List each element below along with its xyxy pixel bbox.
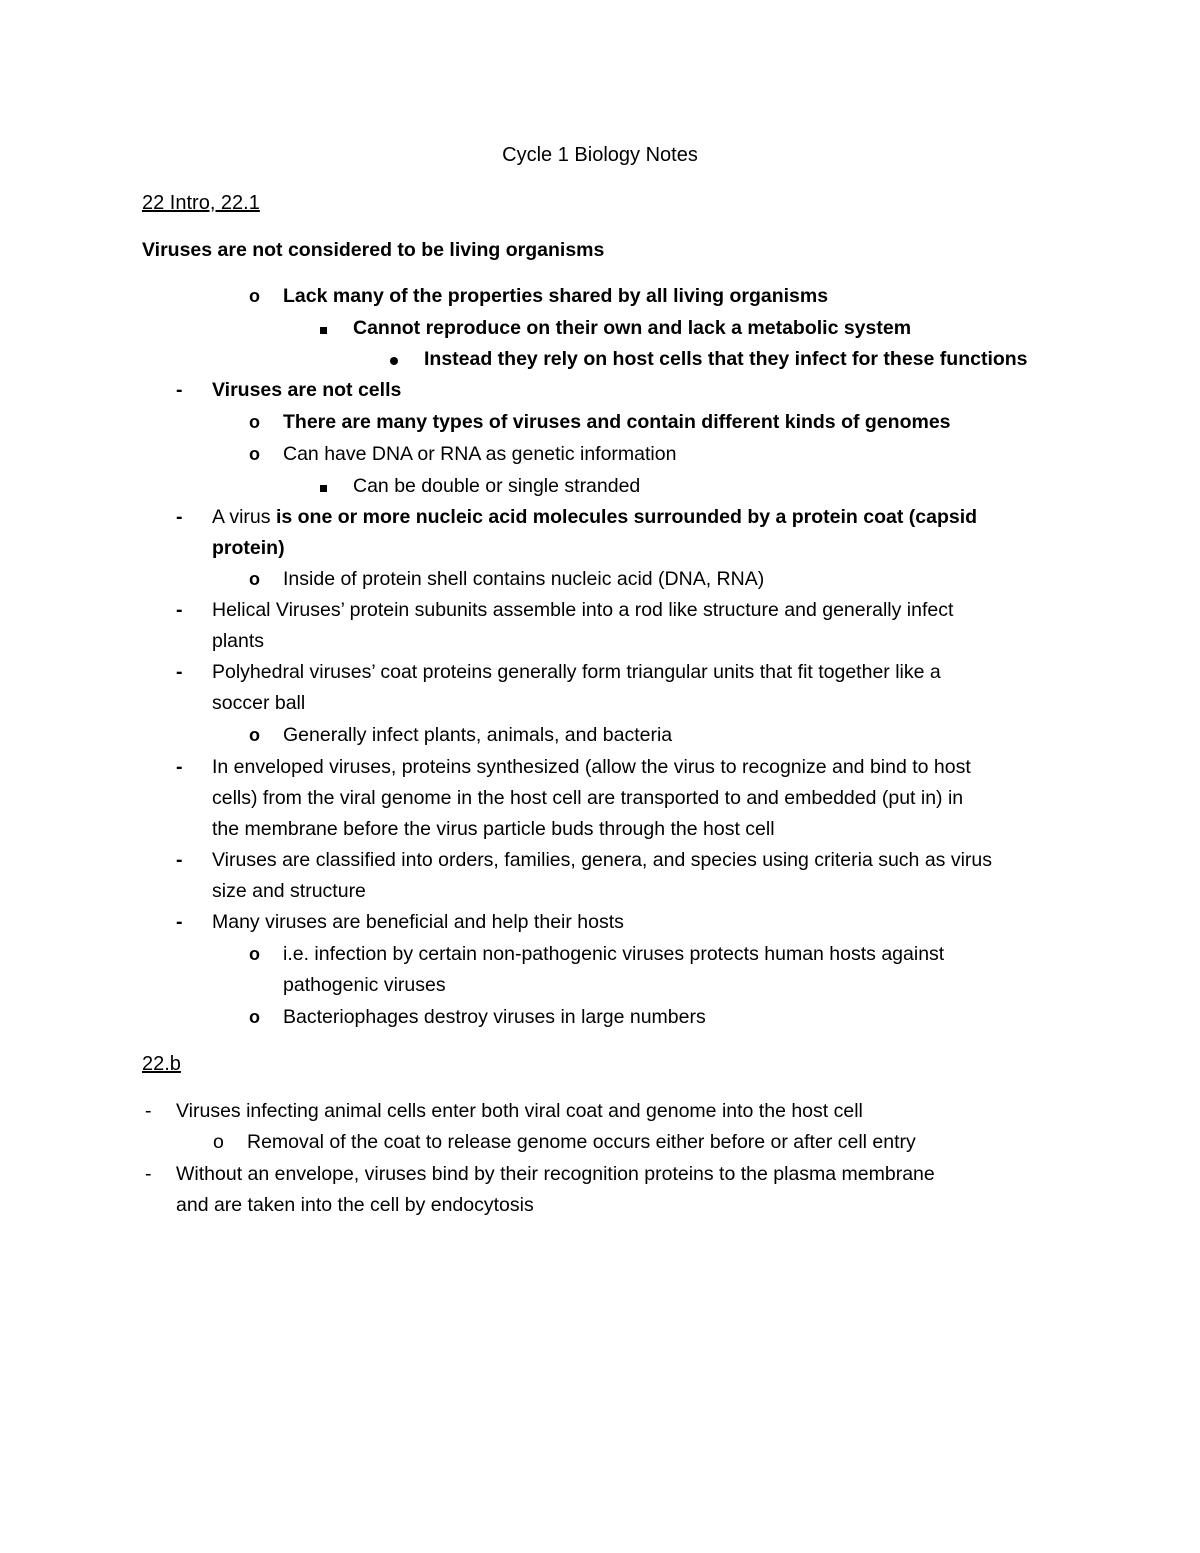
list-item: Viruses are not cells (212, 379, 402, 401)
list-item: Cannot reproduce on their own and lack a metabolic system (353, 317, 912, 339)
list-item: Helical Viruses’ protein subunits assemble into a rod like structure and generally infect (212, 599, 954, 621)
list-item-continuation: pathogenic viruses (283, 974, 446, 996)
list-item-continuation: plants (212, 630, 265, 652)
list-item-text: A virus (212, 506, 271, 528)
bullet-dash: - (145, 1100, 152, 1122)
list-item: There are many types of viruses and contain different kinds of genomes (283, 411, 951, 433)
bullet-circle: o (249, 412, 260, 432)
list-item: In enveloped viruses, proteins synthesized (allow the virus to recognize and bind to host (212, 756, 971, 778)
bullet-circle: o (249, 286, 260, 306)
bullet-square (320, 316, 327, 340)
list-item: i.e. infection by certain non-pathogenic viruses protects human hosts against (283, 943, 945, 965)
list-item-continuation: and are taken into the cell by endocytosis (176, 1194, 534, 1216)
section-heading-22b: 22.b (142, 1053, 181, 1075)
bullet-square (320, 474, 327, 498)
list-item-continuation: the membrane before the virus particle buds through the host cell (212, 818, 775, 840)
bullet-dash: - (145, 1163, 152, 1185)
list-item: Can be double or single stranded (353, 475, 641, 497)
list-item-continuation: size and structure (212, 880, 366, 902)
list-item (212, 505, 977, 529)
list-item: Polyhedral viruses’ coat proteins generally form triangular units that fit together like a (212, 661, 941, 683)
bullet-circle: o (249, 569, 260, 589)
bullet-dash: - (176, 506, 183, 528)
bullet-dash: - (176, 599, 183, 621)
list-item: Removal of the coat to release genome occurs either before or after cell entry (247, 1131, 916, 1153)
document-title: Cycle 1 Biology Notes (502, 144, 698, 166)
list-item-continuation: cells) from the viral genome in the host cell are transported to and embedded (put in) in (212, 787, 964, 809)
list-item: Inside of protein shell contains nucleic acid (DNA, RNA) (283, 568, 765, 590)
bullet-dash: - (176, 379, 183, 401)
list-item-text-bold: is one or more nucleic acid molecules surrounded by a protein coat (capsid (270, 506, 978, 528)
list-item: Viruses are classified into orders, families, genera, and species using criteria such as virus (212, 849, 992, 871)
lead-statement: Viruses are not considered to be living organisms (142, 239, 605, 261)
bullet-dash: - (176, 911, 183, 933)
list-item: Viruses infecting animal cells enter both viral coat and genome into the host cell (176, 1100, 863, 1122)
list-item-continuation: protein) (212, 537, 285, 559)
bullet-circle: o (213, 1131, 224, 1153)
bullet-dot (390, 347, 398, 371)
bullet-circle: o (249, 444, 260, 464)
section-heading-22-intro: 22 Intro, 22.1 (142, 192, 260, 214)
list-item: Generally infect plants, animals, and bacteria (283, 724, 673, 746)
list-item: Many viruses are beneficial and help their hosts (212, 911, 624, 933)
list-item: Can have DNA or RNA as genetic information (283, 443, 677, 465)
bullet-dash: - (176, 661, 183, 683)
bullet-dash: - (176, 849, 183, 871)
list-item: Bacteriophages destroy viruses in large numbers (283, 1006, 706, 1028)
list-item: Lack many of the properties shared by all living organisms (283, 285, 829, 307)
bullet-circle: o (249, 725, 260, 745)
bullet-circle: o (249, 1007, 260, 1027)
bullet-circle: o (249, 944, 260, 964)
bullet-dash: - (176, 756, 183, 778)
list-item: Without an envelope, viruses bind by their recognition proteins to the plasma membrane (176, 1163, 935, 1185)
list-item-continuation: soccer ball (212, 692, 306, 714)
list-item: Instead they rely on host cells that they infect for these functions (424, 348, 1028, 370)
